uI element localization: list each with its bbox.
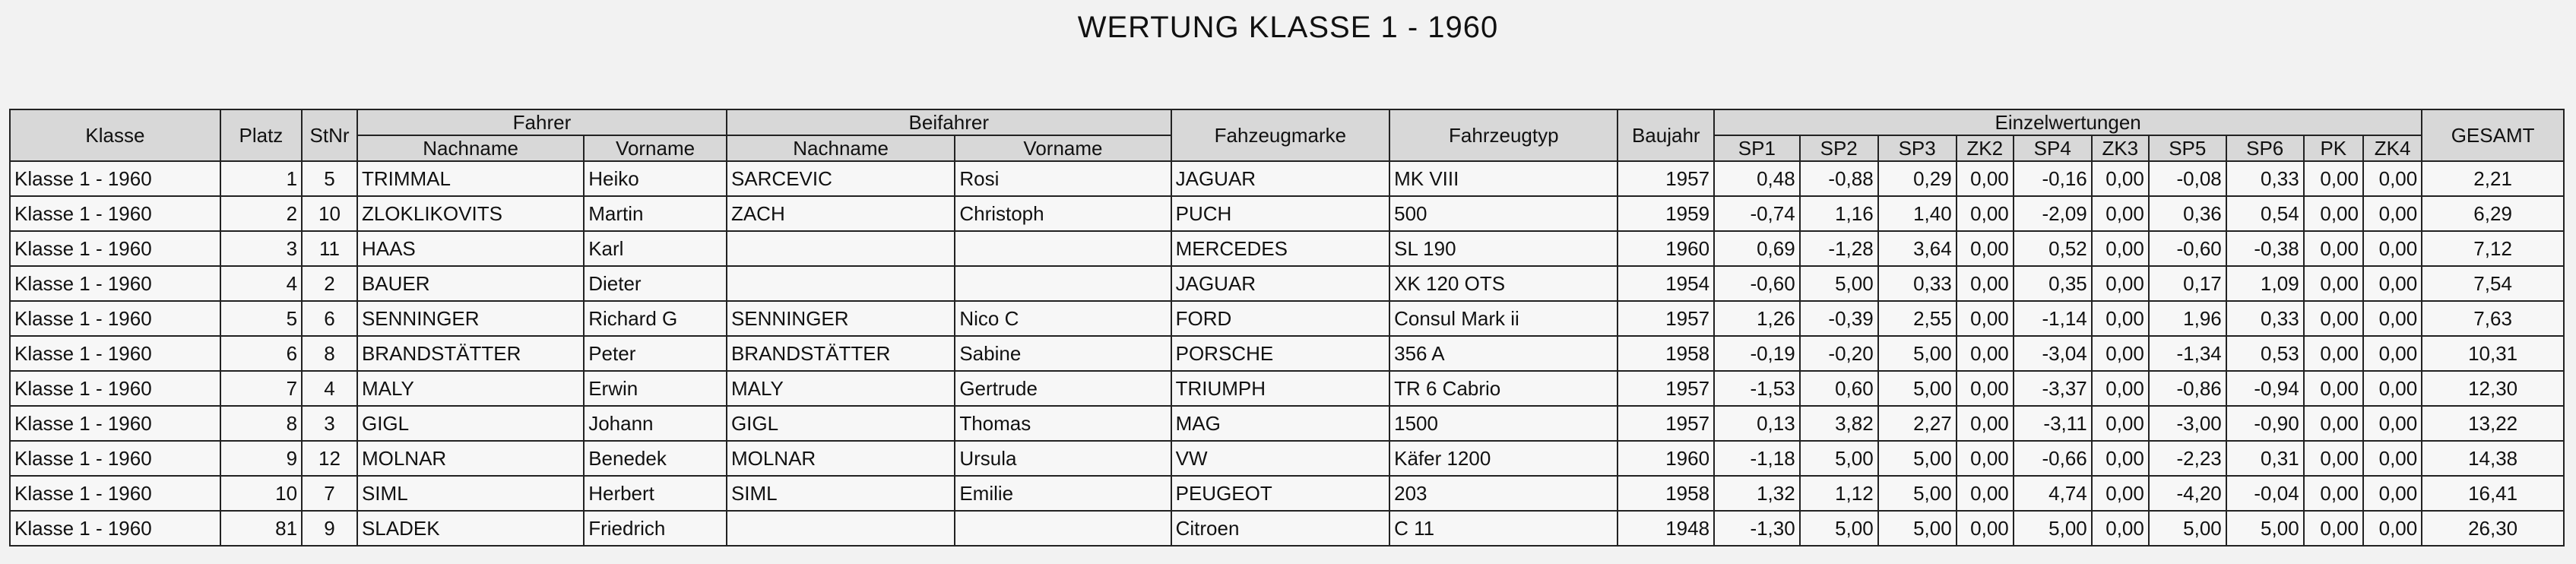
cell-fahrzeugmarke: Citroen xyxy=(1171,511,1390,546)
header-pk: PK xyxy=(2304,135,2363,161)
cell-platz: 7 xyxy=(220,371,302,406)
cell-beifahrer-vorname xyxy=(955,266,1171,301)
header-platz: Platz xyxy=(220,109,302,161)
cell-sp5: -0,86 xyxy=(2149,371,2226,406)
header-sp6: SP6 xyxy=(2226,135,2304,161)
cell-fahrer-vorname: Heiko xyxy=(584,161,727,196)
cell-fahrzeugmarke: FORD xyxy=(1171,301,1390,336)
table-row xyxy=(10,511,2564,546)
cell-baujahr: 1958 xyxy=(1618,336,1714,371)
cell-baujahr: 1960 xyxy=(1618,441,1714,476)
header-einzelwertungen: Einzelwertungen xyxy=(1714,109,2422,135)
cell-fahrer-vorname: Friedrich xyxy=(584,511,727,546)
cell-beifahrer-vorname: Emilie xyxy=(955,476,1171,511)
table-row xyxy=(10,301,2564,336)
cell-gesamt: 6,29 xyxy=(2422,196,2564,231)
cell-zk3: 0,00 xyxy=(2092,231,2149,266)
cell-zk4: 0,00 xyxy=(2363,406,2422,441)
cell-beifahrer-vorname: Sabine xyxy=(955,336,1171,371)
cell-sp3: 0,29 xyxy=(1878,161,1957,196)
cell-fahrer-nachname: GIGL xyxy=(357,406,584,441)
header-fahrzeugtyp: Fahrzeugtyp xyxy=(1389,109,1618,161)
cell-sp6: 0,33 xyxy=(2226,161,2304,196)
cell-sp4: -3,37 xyxy=(2014,371,2092,406)
results-table xyxy=(9,109,2565,547)
cell-stnr: 9 xyxy=(302,511,357,546)
cell-pk: 0,00 xyxy=(2304,441,2363,476)
cell-baujahr: 1959 xyxy=(1618,196,1714,231)
cell-klasse: Klasse 1 - 1960 xyxy=(10,266,220,301)
cell-fahrer-vorname: Erwin xyxy=(584,371,727,406)
cell-sp4: 4,74 xyxy=(2014,476,2092,511)
cell-sp2: 5,00 xyxy=(1800,511,1878,546)
cell-baujahr: 1954 xyxy=(1618,266,1714,301)
cell-klasse: Klasse 1 - 1960 xyxy=(10,406,220,441)
header-sp2: SP2 xyxy=(1800,135,1878,161)
cell-fahrzeugtyp: 500 xyxy=(1389,196,1618,231)
cell-baujahr: 1957 xyxy=(1618,371,1714,406)
cell-sp3: 5,00 xyxy=(1878,511,1957,546)
cell-fahrzeugmarke: MERCEDES xyxy=(1171,231,1390,266)
cell-sp6: -0,04 xyxy=(2226,476,2304,511)
cell-platz: 2 xyxy=(220,196,302,231)
cell-platz: 81 xyxy=(220,511,302,546)
cell-fahrer-nachname: ZLOKLIKOVITS xyxy=(357,196,584,231)
cell-sp4: 0,52 xyxy=(2014,231,2092,266)
cell-beifahrer-nachname xyxy=(727,231,955,266)
cell-sp4: 0,35 xyxy=(2014,266,2092,301)
cell-stnr: 2 xyxy=(302,266,357,301)
cell-beifahrer-vorname xyxy=(955,231,1171,266)
cell-fahrer-nachname: SLADEK xyxy=(357,511,584,546)
cell-zk2: 0,00 xyxy=(1957,161,2014,196)
cell-gesamt: 7,12 xyxy=(2422,231,2564,266)
cell-stnr: 4 xyxy=(302,371,357,406)
cell-beifahrer-vorname: Gertrude xyxy=(955,371,1171,406)
cell-fahrzeugtyp: MK VIII xyxy=(1389,161,1618,196)
cell-klasse: Klasse 1 - 1960 xyxy=(10,231,220,266)
cell-stnr: 7 xyxy=(302,476,357,511)
cell-beifahrer-nachname xyxy=(727,511,955,546)
cell-zk3: 0,00 xyxy=(2092,476,2149,511)
cell-sp2: -0,88 xyxy=(1800,161,1878,196)
cell-fahrzeugtyp: Consul Mark ii xyxy=(1389,301,1618,336)
header-baujahr: Baujahr xyxy=(1618,109,1714,161)
cell-sp3: 5,00 xyxy=(1878,371,1957,406)
cell-zk4: 0,00 xyxy=(2363,266,2422,301)
cell-fahrzeugtyp: TR 6 Cabrio xyxy=(1389,371,1618,406)
cell-beifahrer-nachname: SENNINGER xyxy=(727,301,955,336)
cell-gesamt: 16,41 xyxy=(2422,476,2564,511)
cell-klasse: Klasse 1 - 1960 xyxy=(10,336,220,371)
cell-zk4: 0,00 xyxy=(2363,161,2422,196)
cell-sp3: 1,40 xyxy=(1878,196,1957,231)
cell-sp6: 0,54 xyxy=(2226,196,2304,231)
cell-fahrer-nachname: TRIMMAL xyxy=(357,161,584,196)
cell-fahrzeugmarke: MAG xyxy=(1171,406,1390,441)
table-row xyxy=(10,371,2564,406)
cell-sp1: -1,53 xyxy=(1714,371,1800,406)
cell-gesamt: 13,22 xyxy=(2422,406,2564,441)
cell-fahrer-vorname: Peter xyxy=(584,336,727,371)
cell-zk3: 0,00 xyxy=(2092,371,2149,406)
header-fahrzeugmarke: Fahzeugmarke xyxy=(1171,109,1390,161)
cell-platz: 6 xyxy=(220,336,302,371)
cell-stnr: 11 xyxy=(302,231,357,266)
cell-zk2: 0,00 xyxy=(1957,371,2014,406)
cell-zk3: 0,00 xyxy=(2092,196,2149,231)
cell-sp1: 0,13 xyxy=(1714,406,1800,441)
cell-stnr: 8 xyxy=(302,336,357,371)
cell-pk: 0,00 xyxy=(2304,231,2363,266)
cell-fahrzeugmarke: PUCH xyxy=(1171,196,1390,231)
cell-stnr: 12 xyxy=(302,441,357,476)
cell-sp1: -0,19 xyxy=(1714,336,1800,371)
table-row xyxy=(10,406,2564,441)
cell-fahrer-vorname: Martin xyxy=(584,196,727,231)
cell-sp3: 0,33 xyxy=(1878,266,1957,301)
cell-baujahr: 1948 xyxy=(1618,511,1714,546)
cell-fahrzeugtyp: 356 A xyxy=(1389,336,1618,371)
cell-sp1: -1,18 xyxy=(1714,441,1800,476)
header-beifahrer-nachname: Nachname xyxy=(727,135,955,161)
cell-fahrer-vorname: Johann xyxy=(584,406,727,441)
cell-pk: 0,00 xyxy=(2304,511,2363,546)
header-fahrer: Fahrer xyxy=(357,109,727,135)
table-row xyxy=(10,161,2564,196)
cell-sp1: 1,32 xyxy=(1714,476,1800,511)
cell-beifahrer-nachname: SARCEVIC xyxy=(727,161,955,196)
cell-fahrzeugtyp: Käfer 1200 xyxy=(1389,441,1618,476)
cell-platz: 5 xyxy=(220,301,302,336)
table-row xyxy=(10,231,2564,266)
cell-fahrzeugmarke: JAGUAR xyxy=(1171,266,1390,301)
cell-sp5: -2,23 xyxy=(2149,441,2226,476)
cell-platz: 4 xyxy=(220,266,302,301)
cell-sp5: -3,00 xyxy=(2149,406,2226,441)
cell-klasse: Klasse 1 - 1960 xyxy=(10,161,220,196)
cell-zk4: 0,00 xyxy=(2363,196,2422,231)
cell-sp5: 0,17 xyxy=(2149,266,2226,301)
cell-fahrzeugmarke: JAGUAR xyxy=(1171,161,1390,196)
header-sp3: SP3 xyxy=(1878,135,1957,161)
cell-fahrzeugmarke: PORSCHE xyxy=(1171,336,1390,371)
cell-sp5: 1,96 xyxy=(2149,301,2226,336)
cell-fahrer-vorname: Richard G xyxy=(584,301,727,336)
cell-sp5: 5,00 xyxy=(2149,511,2226,546)
cell-klasse: Klasse 1 - 1960 xyxy=(10,476,220,511)
cell-zk3: 0,00 xyxy=(2092,511,2149,546)
cell-gesamt: 2,21 xyxy=(2422,161,2564,196)
cell-sp3: 5,00 xyxy=(1878,336,1957,371)
cell-klasse: Klasse 1 - 1960 xyxy=(10,301,220,336)
cell-baujahr: 1958 xyxy=(1618,476,1714,511)
cell-stnr: 5 xyxy=(302,161,357,196)
cell-platz: 3 xyxy=(220,231,302,266)
cell-stnr: 10 xyxy=(302,196,357,231)
cell-sp6: -0,38 xyxy=(2226,231,2304,266)
cell-zk2: 0,00 xyxy=(1957,511,2014,546)
cell-gesamt: 7,63 xyxy=(2422,301,2564,336)
cell-platz: 10 xyxy=(220,476,302,511)
cell-baujahr: 1957 xyxy=(1618,301,1714,336)
header-sp4: SP4 xyxy=(2014,135,2092,161)
cell-zk3: 0,00 xyxy=(2092,336,2149,371)
cell-fahrzeugmarke: PEUGEOT xyxy=(1171,476,1390,511)
cell-beifahrer-nachname: GIGL xyxy=(727,406,955,441)
cell-sp1: -1,30 xyxy=(1714,511,1800,546)
cell-sp2: 0,60 xyxy=(1800,371,1878,406)
cell-fahrer-vorname: Dieter xyxy=(584,266,727,301)
cell-pk: 0,00 xyxy=(2304,336,2363,371)
cell-fahrer-nachname: BAUER xyxy=(357,266,584,301)
header-sp5: SP5 xyxy=(2149,135,2226,161)
cell-zk4: 0,00 xyxy=(2363,231,2422,266)
cell-beifahrer-nachname: MOLNAR xyxy=(727,441,955,476)
cell-sp5: -1,34 xyxy=(2149,336,2226,371)
cell-pk: 0,00 xyxy=(2304,371,2363,406)
header-beifahrer-vorname: Vorname xyxy=(955,135,1171,161)
cell-zk4: 0,00 xyxy=(2363,371,2422,406)
header-row-groups xyxy=(10,109,2564,135)
cell-zk4: 0,00 xyxy=(2363,301,2422,336)
cell-beifahrer-vorname xyxy=(955,511,1171,546)
table-row xyxy=(10,441,2564,476)
header-zk4: ZK4 xyxy=(2363,135,2422,161)
cell-beifahrer-vorname: Nico C xyxy=(955,301,1171,336)
cell-sp2: -0,39 xyxy=(1800,301,1878,336)
cell-beifahrer-vorname: Ursula xyxy=(955,441,1171,476)
cell-pk: 0,00 xyxy=(2304,266,2363,301)
header-zk3: ZK3 xyxy=(2092,135,2149,161)
cell-sp3: 2,55 xyxy=(1878,301,1957,336)
cell-fahrer-nachname: MALY xyxy=(357,371,584,406)
cell-pk: 0,00 xyxy=(2304,301,2363,336)
cell-gesamt: 10,31 xyxy=(2422,336,2564,371)
cell-zk2: 0,00 xyxy=(1957,231,2014,266)
cell-fahrzeugmarke: TRIUMPH xyxy=(1171,371,1390,406)
cell-zk4: 0,00 xyxy=(2363,511,2422,546)
cell-zk3: 0,00 xyxy=(2092,441,2149,476)
cell-fahrer-nachname: SIML xyxy=(357,476,584,511)
cell-sp3: 3,64 xyxy=(1878,231,1957,266)
cell-gesamt: 14,38 xyxy=(2422,441,2564,476)
cell-sp6: 0,31 xyxy=(2226,441,2304,476)
cell-sp5: -4,20 xyxy=(2149,476,2226,511)
cell-zk3: 0,00 xyxy=(2092,301,2149,336)
cell-sp5: -0,60 xyxy=(2149,231,2226,266)
header-gesamt: GESAMT xyxy=(2422,109,2564,161)
header-fahrer-vorname: Vorname xyxy=(584,135,727,161)
results-body xyxy=(10,161,2564,546)
cell-sp4: -1,14 xyxy=(2014,301,2092,336)
cell-baujahr: 1957 xyxy=(1618,161,1714,196)
cell-zk3: 0,00 xyxy=(2092,406,2149,441)
cell-beifahrer-nachname xyxy=(727,266,955,301)
cell-sp2: 5,00 xyxy=(1800,441,1878,476)
cell-fahrzeugtyp: C 11 xyxy=(1389,511,1618,546)
cell-fahrzeugtyp: 1500 xyxy=(1389,406,1618,441)
cell-fahrzeugtyp: 203 xyxy=(1389,476,1618,511)
cell-sp2: -1,28 xyxy=(1800,231,1878,266)
cell-zk2: 0,00 xyxy=(1957,301,2014,336)
cell-sp1: -0,60 xyxy=(1714,266,1800,301)
cell-platz: 1 xyxy=(220,161,302,196)
cell-sp6: -0,90 xyxy=(2226,406,2304,441)
table-row xyxy=(10,476,2564,511)
cell-fahrzeugmarke: VW xyxy=(1171,441,1390,476)
cell-fahrer-nachname: BRANDSTÄTTER xyxy=(357,336,584,371)
cell-zk4: 0,00 xyxy=(2363,441,2422,476)
header-sp1: SP1 xyxy=(1714,135,1800,161)
cell-sp3: 5,00 xyxy=(1878,441,1957,476)
cell-sp4: -3,04 xyxy=(2014,336,2092,371)
cell-sp2: 5,00 xyxy=(1800,266,1878,301)
cell-zk3: 0,00 xyxy=(2092,161,2149,196)
cell-sp6: 0,53 xyxy=(2226,336,2304,371)
cell-zk4: 0,00 xyxy=(2363,336,2422,371)
cell-gesamt: 7,54 xyxy=(2422,266,2564,301)
cell-sp5: 0,36 xyxy=(2149,196,2226,231)
cell-fahrer-nachname: MOLNAR xyxy=(357,441,584,476)
cell-zk2: 0,00 xyxy=(1957,196,2014,231)
cell-beifahrer-nachname: ZACH xyxy=(727,196,955,231)
cell-klasse: Klasse 1 - 1960 xyxy=(10,511,220,546)
cell-sp6: 5,00 xyxy=(2226,511,2304,546)
cell-sp1: 0,69 xyxy=(1714,231,1800,266)
cell-sp2: 1,12 xyxy=(1800,476,1878,511)
cell-sp4: -3,11 xyxy=(2014,406,2092,441)
cell-sp4: -0,16 xyxy=(2014,161,2092,196)
cell-stnr: 6 xyxy=(302,301,357,336)
cell-sp3: 5,00 xyxy=(1878,476,1957,511)
cell-platz: 8 xyxy=(220,406,302,441)
cell-beifahrer-vorname: Thomas xyxy=(955,406,1171,441)
cell-fahrzeugtyp: SL 190 xyxy=(1389,231,1618,266)
cell-sp1: 0,48 xyxy=(1714,161,1800,196)
cell-sp6: 1,09 xyxy=(2226,266,2304,301)
cell-pk: 0,00 xyxy=(2304,196,2363,231)
cell-fahrzeugtyp: XK 120 OTS xyxy=(1389,266,1618,301)
cell-beifahrer-vorname: Christoph xyxy=(955,196,1171,231)
cell-zk2: 0,00 xyxy=(1957,441,2014,476)
cell-pk: 0,00 xyxy=(2304,476,2363,511)
cell-sp6: -0,94 xyxy=(2226,371,2304,406)
table-row xyxy=(10,196,2564,231)
page-title: WERTUNG KLASSE 1 - 1960 xyxy=(1077,11,1499,44)
cell-pk: 0,00 xyxy=(2304,161,2363,196)
cell-fahrer-vorname: Karl xyxy=(584,231,727,266)
cell-sp6: 0,33 xyxy=(2226,301,2304,336)
cell-beifahrer-vorname: Rosi xyxy=(955,161,1171,196)
cell-fahrer-vorname: Herbert xyxy=(584,476,727,511)
cell-sp3: 2,27 xyxy=(1878,406,1957,441)
cell-baujahr: 1957 xyxy=(1618,406,1714,441)
cell-platz: 9 xyxy=(220,441,302,476)
header-zk2: ZK2 xyxy=(1957,135,2014,161)
cell-fahrer-nachname: HAAS xyxy=(357,231,584,266)
cell-sp5: -0,08 xyxy=(2149,161,2226,196)
header-beifahrer: Beifahrer xyxy=(727,109,1171,135)
cell-fahrer-nachname: SENNINGER xyxy=(357,301,584,336)
cell-sp2: 1,16 xyxy=(1800,196,1878,231)
header-klasse: Klasse xyxy=(10,109,220,161)
table-row xyxy=(10,266,2564,301)
cell-stnr: 3 xyxy=(302,406,357,441)
cell-sp1: -0,74 xyxy=(1714,196,1800,231)
cell-beifahrer-nachname: MALY xyxy=(727,371,955,406)
cell-fahrer-vorname: Benedek xyxy=(584,441,727,476)
cell-gesamt: 12,30 xyxy=(2422,371,2564,406)
cell-klasse: Klasse 1 - 1960 xyxy=(10,196,220,231)
cell-sp1: 1,26 xyxy=(1714,301,1800,336)
cell-sp4: -0,66 xyxy=(2014,441,2092,476)
cell-klasse: Klasse 1 - 1960 xyxy=(10,371,220,406)
cell-sp4: 5,00 xyxy=(2014,511,2092,546)
cell-zk3: 0,00 xyxy=(2092,266,2149,301)
table-row xyxy=(10,336,2564,371)
cell-zk2: 0,00 xyxy=(1957,406,2014,441)
cell-gesamt: 26,30 xyxy=(2422,511,2564,546)
header-stnr: StNr xyxy=(302,109,357,161)
cell-beifahrer-nachname: SIML xyxy=(727,476,955,511)
cell-zk4: 0,00 xyxy=(2363,476,2422,511)
cell-baujahr: 1960 xyxy=(1618,231,1714,266)
header-fahrer-nachname: Nachname xyxy=(357,135,584,161)
cell-beifahrer-nachname: BRANDSTÄTTER xyxy=(727,336,955,371)
cell-zk2: 0,00 xyxy=(1957,336,2014,371)
cell-sp2: 3,82 xyxy=(1800,406,1878,441)
cell-zk2: 0,00 xyxy=(1957,266,2014,301)
cell-zk2: 0,00 xyxy=(1957,476,2014,511)
cell-klasse: Klasse 1 - 1960 xyxy=(10,441,220,476)
cell-pk: 0,00 xyxy=(2304,406,2363,441)
cell-sp4: -2,09 xyxy=(2014,196,2092,231)
cell-sp2: -0,20 xyxy=(1800,336,1878,371)
